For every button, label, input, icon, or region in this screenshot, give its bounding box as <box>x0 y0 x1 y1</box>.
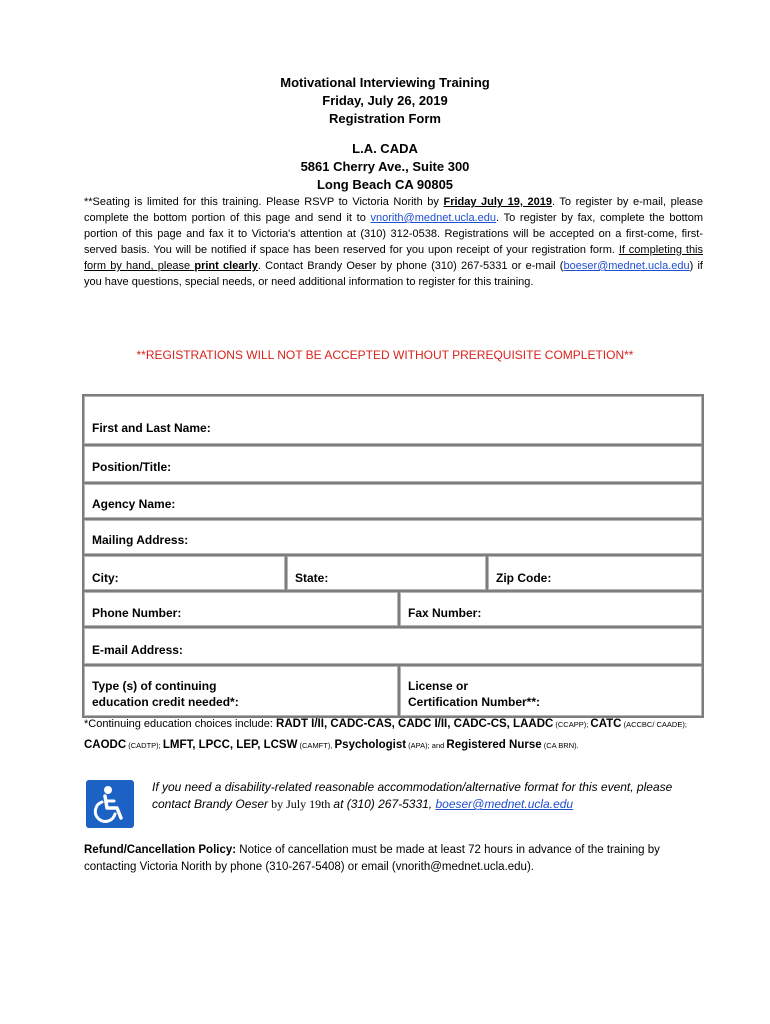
zip-field[interactable] <box>487 555 703 591</box>
position-label: Position/Title: <box>92 460 172 474</box>
ce-camft-label: (CAMFT), <box>297 741 335 750</box>
refund-policy-text: Notice of cancellation must be made at least 72 hours in advance of the training by contacting Victoria Norith by phone (310-267-5408) or email (vnorith@mednet.ucla.edu). <box>84 844 660 873</box>
state-label: State: <box>295 571 329 585</box>
ce-apa-label: (APA); and <box>406 741 447 750</box>
mailing-address-field[interactable] <box>83 519 703 555</box>
rsvp-deadline: Friday July 19, 2019 <box>443 196 552 208</box>
intro-hand-text: If completing this form by hand, please <box>84 244 704 272</box>
ce-choices-note <box>84 714 704 756</box>
accessibility-deadline: by July 19th <box>268 797 334 811</box>
license-field[interactable] <box>399 665 703 717</box>
boeser-email-link[interactable]: boeser@mednet.ucla.edu <box>563 260 690 272</box>
accessibility-email-link[interactable]: boeser@mednet.ucla.edu <box>435 797 574 811</box>
accessibility-phone: at (310) 267-5331, <box>333 797 436 811</box>
ce-catc-credential: CATC <box>590 718 622 730</box>
intro-text-4: . Contact Brandy Oeser by phone (310) 267-5331 or e-mail ( <box>257 260 564 272</box>
agency-field[interactable] <box>83 483 703 519</box>
vnorith-email-link[interactable]: vnorith@mednet.ucla.edu <box>370 212 497 224</box>
name-field[interactable] <box>83 395 703 445</box>
wheelchair-icon <box>86 780 134 828</box>
ce-ccapp-label: (CCAPP); <box>553 720 591 729</box>
email-field[interactable] <box>83 627 703 665</box>
ce-ccapp-credentials: RADT I/II, CADC-CAS, CADC I/II, CADC-CS, LAADC <box>276 718 554 730</box>
intro-text-5: ) if you have questions, special needs, or need additional information to register for this training. <box>84 260 703 288</box>
org-address-line1: 5861 Cherry Ave., Suite 300 <box>300 159 470 174</box>
prerequisite-warning: **REGISTRATIONS WILL NOT BE ACCEPTED WITHOUT PREREQUISITE COMPLETION** <box>136 348 634 362</box>
org-name: L.A. CADA <box>352 141 418 156</box>
ce-accbc-label: (ACCBC/ CAADE); <box>621 720 687 729</box>
training-title: Motivational Interviewing Training <box>280 75 490 90</box>
phone-label: Phone Number: <box>92 606 182 620</box>
accessibility-text-1: If you need a disability-related reasonable accommodation/alternative format for this event, please contact Brandy Oeser <box>152 780 673 811</box>
ce-type-label-1: Type (s) of continuing <box>92 679 217 693</box>
ce-note-lead: *Continuing education choices include: <box>84 718 277 730</box>
ce-camft-credentials: LMFT, LPCC, LEP, LCSW <box>162 739 298 751</box>
ce-type-label-2: education credit needed*: <box>92 695 239 709</box>
ce-type-field[interactable] <box>83 665 399 717</box>
position-field[interactable] <box>83 445 703 483</box>
city-label: City: <box>92 571 119 585</box>
print-clearly-text: print clearly <box>194 260 258 272</box>
fax-label: Fax Number: <box>408 606 482 620</box>
mailing-label: Mailing Address: <box>92 533 189 547</box>
form-name: Registration Form <box>329 111 441 126</box>
ce-brn-label: (CA BRN). <box>541 741 579 750</box>
org-address-line2: Long Beach CA 90805 <box>316 177 454 192</box>
refund-policy <box>84 842 704 876</box>
refund-policy-label: Refund/Cancellation Policy: <box>84 844 237 856</box>
agency-label: Agency Name: <box>92 497 176 511</box>
name-label: First and Last Name: <box>92 421 211 435</box>
email-label: E-mail Address: <box>92 643 183 657</box>
header <box>0 74 770 194</box>
license-label-2: Certification Number**: <box>408 695 541 709</box>
fax-field[interactable] <box>399 591 703 627</box>
ce-nurse-credential: Registered Nurse <box>446 739 542 751</box>
accessibility-note <box>152 779 712 813</box>
training-date: Friday, July 26, 2019 <box>322 93 448 108</box>
ce-caodc-credential: CAODC <box>84 739 127 751</box>
intro-paragraph <box>84 194 703 290</box>
intro-text-1: **Seating is limited for this training. Please RSVP to Victoria Norith by <box>84 196 444 208</box>
intro-text-2: . To register by e-mail, please complete the bottom portion of this page and send it to <box>84 196 703 224</box>
intro-text-3: . To register by fax, complete the bottom portion of this page and fax it to Victoria's attention at (310) 312-0538. Registrations will be accepted on a first-come, first-served basis. You will be notified if space has been reserved for you upon receipt of your registration form. <box>84 212 703 256</box>
ce-cadtp-label: (CADTP); <box>126 741 163 750</box>
phone-field[interactable] <box>83 591 399 627</box>
license-label-1: License or <box>408 679 469 693</box>
city-field[interactable] <box>83 555 286 591</box>
ce-psychologist-credential: Psychologist <box>334 739 407 751</box>
zip-label: Zip Code: <box>496 571 552 585</box>
registration-table <box>82 394 704 718</box>
state-field[interactable] <box>286 555 487 591</box>
